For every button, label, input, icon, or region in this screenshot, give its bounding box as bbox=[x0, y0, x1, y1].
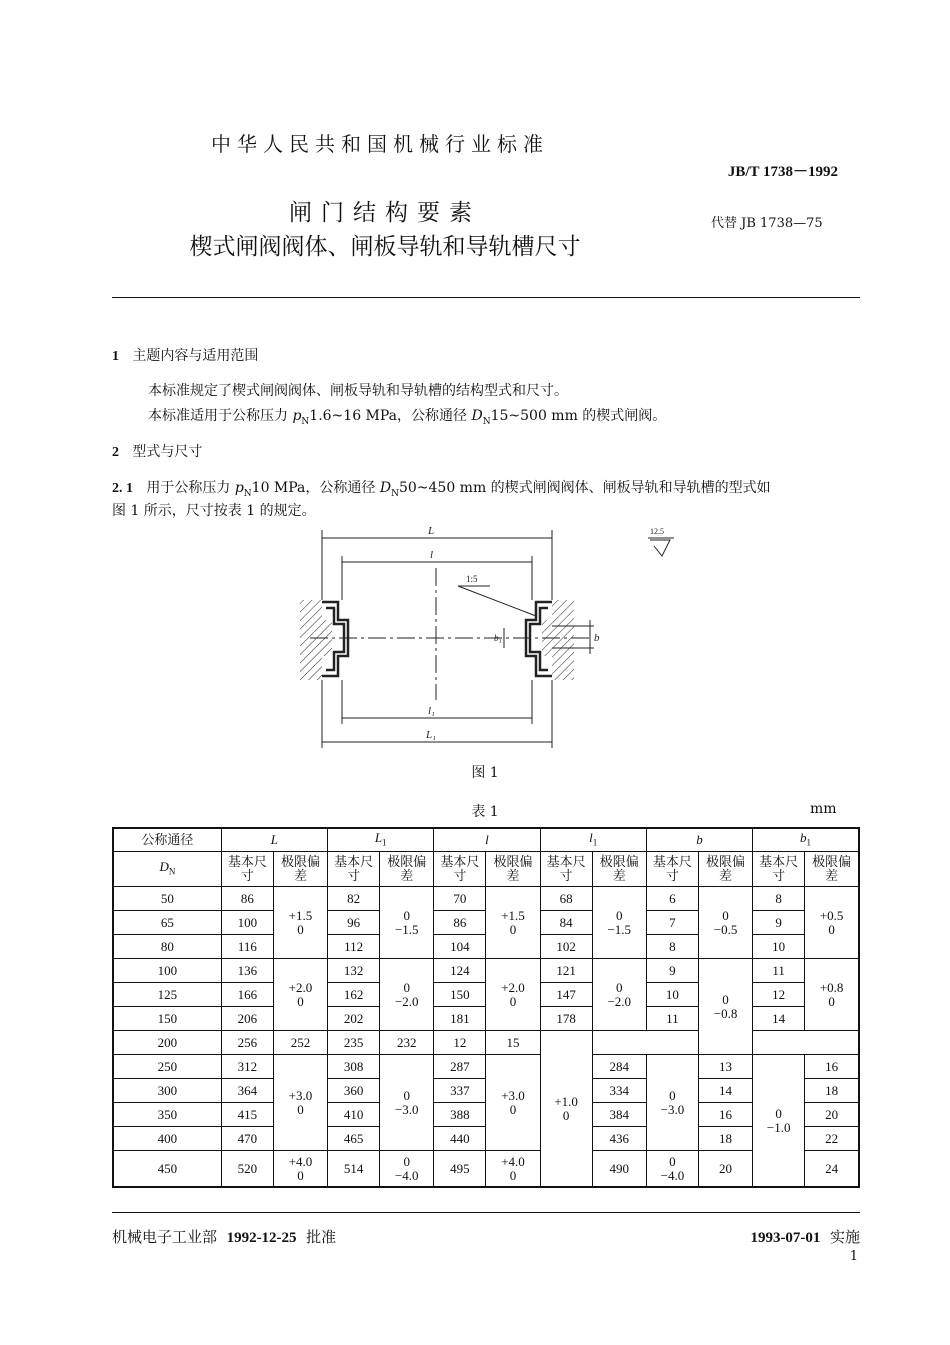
svg-text:l: l bbox=[430, 549, 434, 561]
header-L: L bbox=[221, 828, 327, 852]
tolerance-upper: +0.8 bbox=[819, 979, 844, 995]
svg-text:12.5: 12.5 bbox=[650, 527, 664, 536]
header-L1: $L_1$ bbox=[328, 828, 434, 852]
svg-text:1:5: 1:5 bbox=[466, 574, 478, 584]
cell-l: 470 bbox=[221, 1127, 273, 1151]
header-basic-size: 基本尺寸 bbox=[753, 852, 805, 887]
cell-l1: 308 bbox=[328, 1055, 380, 1079]
cell-dn: 200 bbox=[113, 1031, 221, 1055]
cell-b1: 11 bbox=[753, 959, 805, 983]
cell-dn: 125 bbox=[113, 983, 221, 1007]
tolerance-lower: −0.8 bbox=[713, 1005, 738, 1021]
section-2-1-para: 2. 1 用于公称压力 $p_N10$ MPa，公称通径 $D_N50\sim 450$ mm 的楔式闸阀阀体、闸板导轨和导轨槽的型式如 bbox=[112, 480, 771, 499]
header-tolerance: 极限偏差 bbox=[380, 852, 434, 887]
cell-b: 13 bbox=[698, 1055, 752, 1079]
tolerance-lower: −2.0 bbox=[607, 993, 632, 1009]
cell-l1: 202 bbox=[328, 1007, 380, 1031]
section-1-para-1: 本标准规定了楔式闸阀阀体、闸板导轨和导轨槽的结构型式和尺寸。 bbox=[148, 383, 568, 399]
cell-dn: 65 bbox=[113, 911, 221, 935]
cell-l: 136 bbox=[221, 959, 273, 983]
tolerance-lower: −3.0 bbox=[394, 1101, 419, 1117]
cell-l: 388 bbox=[434, 1103, 486, 1127]
header-dn-label: 公称通径 bbox=[113, 828, 221, 852]
header-tolerance: 极限偏差 bbox=[486, 852, 540, 887]
tolerance-upper: +1.5 bbox=[288, 907, 313, 923]
cell-tolerance-b bbox=[698, 887, 752, 959]
cell-l1: 360 bbox=[328, 1079, 380, 1103]
cell-tolerance-l1 bbox=[592, 959, 646, 1031]
cell-l1: 384 bbox=[592, 1103, 646, 1127]
cell-tolerance-l1 bbox=[646, 1055, 698, 1151]
cell-l1: 514 bbox=[328, 1151, 380, 1188]
cell-l1: 68 bbox=[540, 887, 592, 911]
tolerance-lower: −1.5 bbox=[394, 921, 419, 937]
section-2-heading: 2 型式与尺寸 bbox=[112, 444, 203, 460]
tolerance-lower: 0 bbox=[297, 1101, 304, 1117]
cell-dn: 80 bbox=[113, 935, 221, 959]
cell-tolerance-b bbox=[753, 1055, 805, 1188]
tolerance-upper: +3.0 bbox=[501, 1087, 525, 1103]
header-tolerance: 极限偏差 bbox=[592, 852, 646, 887]
svg-text:b: b bbox=[594, 632, 600, 644]
tolerance-lower: 0 bbox=[509, 1101, 517, 1117]
implementation-note: 1993-07-01 实施 bbox=[750, 1228, 860, 1246]
replaces-note: 代替 JB 1738—75 bbox=[711, 216, 823, 231]
cell-l1: 147 bbox=[540, 983, 592, 1007]
cell-tolerance-l bbox=[273, 959, 327, 1031]
cell-l: 166 bbox=[221, 983, 273, 1007]
tolerance-lower: 0 bbox=[297, 1167, 304, 1183]
doc-title-line1: 闸门结构要素 bbox=[289, 200, 481, 226]
cell-b1: 12 bbox=[753, 983, 805, 1007]
tolerance-upper: +1.0 bbox=[554, 1093, 578, 1109]
cell-dn: 350 bbox=[113, 1103, 221, 1127]
cell-l1: 162 bbox=[328, 983, 380, 1007]
tolerance-lower: −4.0 bbox=[394, 1167, 419, 1183]
cell-b: 9 bbox=[646, 959, 698, 983]
cell-tolerance-l bbox=[486, 887, 540, 959]
org-title: 中华人民共和国机械行业标准 bbox=[211, 132, 549, 156]
cell-b: 20 bbox=[698, 1151, 752, 1188]
tolerance-lower: −2.0 bbox=[394, 993, 419, 1009]
cell-dn: 250 bbox=[113, 1055, 221, 1079]
cell-l1: 284 bbox=[592, 1055, 646, 1079]
cell-b: 7 bbox=[646, 911, 698, 935]
tolerance-lower: 0 bbox=[562, 1107, 570, 1123]
standard-number: JB/T 1738－1992 bbox=[727, 164, 838, 180]
cell-l: 150 bbox=[434, 983, 486, 1007]
doc-title-line2: 楔式闸阀阀体、闸板导轨和导轨槽尺寸 bbox=[189, 234, 581, 260]
header-tolerance: 极限偏差 bbox=[698, 852, 752, 887]
table-row bbox=[113, 887, 859, 911]
cell-b: 8 bbox=[646, 935, 698, 959]
cell-tolerance-l bbox=[273, 1055, 327, 1151]
cell-l: 440 bbox=[434, 1127, 486, 1151]
tolerance-lower: 0 bbox=[297, 993, 304, 1009]
cell-b: 10 bbox=[646, 983, 698, 1007]
cell-l1: 121 bbox=[540, 959, 592, 983]
cell-b1: 10 bbox=[753, 935, 805, 959]
cell-b: 6 bbox=[646, 887, 698, 911]
figure-1-drawing bbox=[290, 520, 690, 760]
cell-dn: 50 bbox=[113, 887, 221, 911]
cell-l: 312 bbox=[221, 1055, 273, 1079]
tolerance-lower: 0 bbox=[828, 993, 835, 1009]
tolerance-upper: 0 bbox=[403, 979, 410, 995]
tolerance-upper: 0 bbox=[669, 1087, 676, 1103]
tolerance-upper: +3.0 bbox=[288, 1087, 313, 1103]
cell-dn: 150 bbox=[113, 1007, 221, 1031]
cell-tolerance-l1 bbox=[380, 1055, 434, 1151]
page-number: 1 bbox=[849, 1249, 858, 1264]
tolerance-upper: 0 bbox=[616, 979, 623, 995]
cell-l: 116 bbox=[221, 935, 273, 959]
tolerance-lower: −1.5 bbox=[607, 921, 632, 937]
cell-l1: 178 bbox=[540, 1007, 592, 1031]
cell-dn: 300 bbox=[113, 1079, 221, 1103]
cell-tolerance-l bbox=[486, 959, 540, 1031]
cell-l: 100 bbox=[221, 911, 273, 935]
tolerance-upper: 0 bbox=[669, 1153, 676, 1169]
tolerance-upper: 0 bbox=[775, 1105, 782, 1121]
cell-l: 364 bbox=[221, 1079, 273, 1103]
cell-l: 495 bbox=[434, 1151, 486, 1188]
cell-b1: 24 bbox=[805, 1151, 859, 1188]
tolerance-upper: 0 bbox=[403, 1153, 410, 1169]
tolerance-upper: +4.0 bbox=[501, 1153, 525, 1169]
cell-b: 18 bbox=[698, 1127, 752, 1151]
header-l: l bbox=[434, 828, 540, 852]
cell-tolerance-l bbox=[486, 1055, 540, 1151]
dimension-table bbox=[112, 827, 860, 1188]
cell-l1: 112 bbox=[328, 935, 380, 959]
cell-l1: 96 bbox=[328, 911, 380, 935]
tolerance-upper: 0 bbox=[403, 1087, 410, 1103]
tolerance-lower: −1.0 bbox=[766, 1119, 791, 1135]
tolerance-lower: 0 bbox=[509, 921, 517, 937]
cell-l: 181 bbox=[434, 1007, 486, 1031]
cell-l1: 82 bbox=[328, 887, 380, 911]
header-rule bbox=[112, 297, 860, 298]
tolerance-lower: 0 bbox=[297, 921, 304, 937]
header-b: b bbox=[646, 828, 752, 852]
cell-l: 86 bbox=[221, 887, 273, 911]
cell-b: 14 bbox=[698, 1079, 752, 1103]
cell-l: 287 bbox=[434, 1055, 486, 1079]
cell-tolerance-b1 bbox=[805, 887, 859, 959]
cell-l: 520 bbox=[221, 1151, 273, 1188]
section-2-1-para-line2: 图 1 所示，尺寸按表 1 的规定。 bbox=[112, 503, 316, 519]
header-basic-size: 基本尺寸 bbox=[221, 852, 273, 887]
tolerance-lower: 0 bbox=[509, 993, 517, 1009]
header-basic-size: 基本尺寸 bbox=[434, 852, 486, 887]
svg-text:l₁: l₁ bbox=[428, 705, 435, 717]
tolerance-lower: 0 bbox=[509, 1167, 517, 1183]
table-caption: 表 1 bbox=[471, 804, 499, 820]
cell-b1: 20 bbox=[805, 1103, 859, 1127]
header-DN: $D_N$ bbox=[113, 852, 221, 887]
tolerance-lower: −3.0 bbox=[660, 1101, 685, 1117]
cell-l1: 132 bbox=[328, 959, 380, 983]
cell-l1: 334 bbox=[592, 1079, 646, 1103]
cell-l1: 465 bbox=[328, 1127, 380, 1151]
cell-l: 124 bbox=[434, 959, 486, 983]
cell-tolerance-b bbox=[698, 959, 752, 1055]
tolerance-lower: −4.0 bbox=[660, 1167, 685, 1183]
header-tolerance: 极限偏差 bbox=[805, 852, 859, 887]
approval-note: 机械电子工业部 1992-12-25 批准 bbox=[112, 1228, 337, 1246]
header-basic-size: 基本尺寸 bbox=[540, 852, 592, 887]
tolerance-upper: +1.5 bbox=[501, 907, 525, 923]
header-b1: $b_1$ bbox=[753, 828, 859, 852]
cell-l1: 84 bbox=[540, 911, 592, 935]
tolerance-lower: −0.5 bbox=[713, 921, 738, 937]
header-tolerance: 极限偏差 bbox=[273, 852, 327, 887]
cell-tolerance-l bbox=[273, 887, 327, 959]
cell-l: 235 bbox=[328, 1031, 380, 1055]
cell-b1: 18 bbox=[805, 1079, 859, 1103]
cell-l1: 436 bbox=[592, 1127, 646, 1151]
cell-b1: 8 bbox=[753, 887, 805, 911]
tolerance-lower: 0 bbox=[828, 921, 835, 937]
header-l1: $l_1$ bbox=[540, 828, 646, 852]
tolerance-upper: 0 bbox=[722, 907, 729, 923]
cell-l1: 102 bbox=[540, 935, 592, 959]
tolerance-upper: 0 bbox=[403, 907, 410, 923]
table-row bbox=[113, 1055, 859, 1079]
cell-tolerance-l bbox=[486, 1151, 540, 1188]
cell-l1: 232 bbox=[380, 1031, 434, 1055]
cell-b1: 14 bbox=[753, 1007, 805, 1031]
table-row bbox=[113, 959, 859, 983]
cell-dn: 100 bbox=[113, 959, 221, 983]
svg-text:L: L bbox=[428, 525, 435, 537]
cell-l1: 490 bbox=[592, 1151, 646, 1188]
tolerance-upper: +4.0 bbox=[288, 1153, 313, 1169]
cell-dn: 450 bbox=[113, 1151, 221, 1188]
cell-b1: 15 bbox=[486, 1031, 540, 1055]
tolerance-upper: 0 bbox=[616, 907, 623, 923]
section-1-para-2: 本标准适用于公称压力 $p_N1.6\sim 16$ MPa，公称通径 $D_N15\sim 500$ mm 的楔式闸阀。 bbox=[148, 408, 667, 427]
cell-tolerance-l1 bbox=[646, 1151, 698, 1188]
header-basic-size: 基本尺寸 bbox=[646, 852, 698, 887]
cell-tolerance-b1 bbox=[540, 1031, 592, 1188]
cell-b1: 16 bbox=[805, 1055, 859, 1079]
cell-b: 12 bbox=[434, 1031, 486, 1055]
svg-text:b₁: b₁ bbox=[494, 633, 502, 643]
cell-l1: 252 bbox=[273, 1031, 327, 1055]
cell-l: 70 bbox=[434, 887, 486, 911]
cell-l: 86 bbox=[434, 911, 486, 935]
cell-l: 337 bbox=[434, 1079, 486, 1103]
cell-tolerance-l1 bbox=[380, 959, 434, 1031]
cell-dn: 400 bbox=[113, 1127, 221, 1151]
cell-l: 415 bbox=[221, 1103, 273, 1127]
figure-caption: 图 1 bbox=[471, 765, 499, 781]
cell-tolerance-l1 bbox=[380, 887, 434, 959]
cell-b: 16 bbox=[698, 1103, 752, 1127]
table-unit: mm bbox=[810, 801, 837, 817]
cell-tolerance-l1 bbox=[592, 887, 646, 959]
cell-l1: 410 bbox=[328, 1103, 380, 1127]
cell-b: 11 bbox=[646, 1007, 698, 1031]
cell-l: 104 bbox=[434, 935, 486, 959]
table-row bbox=[113, 1151, 859, 1188]
section-1-heading: 1 主题内容与适用范围 bbox=[112, 348, 259, 364]
cell-b1: 9 bbox=[753, 911, 805, 935]
cell-l: 206 bbox=[221, 1007, 273, 1031]
cell-b1: 22 bbox=[805, 1127, 859, 1151]
tolerance-upper: 0 bbox=[722, 991, 729, 1007]
cell-tolerance-b1 bbox=[805, 959, 859, 1031]
header-basic-size: 基本尺寸 bbox=[328, 852, 380, 887]
svg-text:L₁: L₁ bbox=[426, 729, 436, 741]
cell-tolerance-l bbox=[273, 1151, 327, 1188]
footer-rule bbox=[112, 1212, 860, 1213]
cell-l: 256 bbox=[221, 1031, 273, 1055]
tolerance-upper: +0.5 bbox=[819, 907, 844, 923]
tolerance-upper: +2.0 bbox=[501, 979, 525, 995]
cell-tolerance-l1 bbox=[380, 1151, 434, 1188]
tolerance-upper: +2.0 bbox=[288, 979, 313, 995]
